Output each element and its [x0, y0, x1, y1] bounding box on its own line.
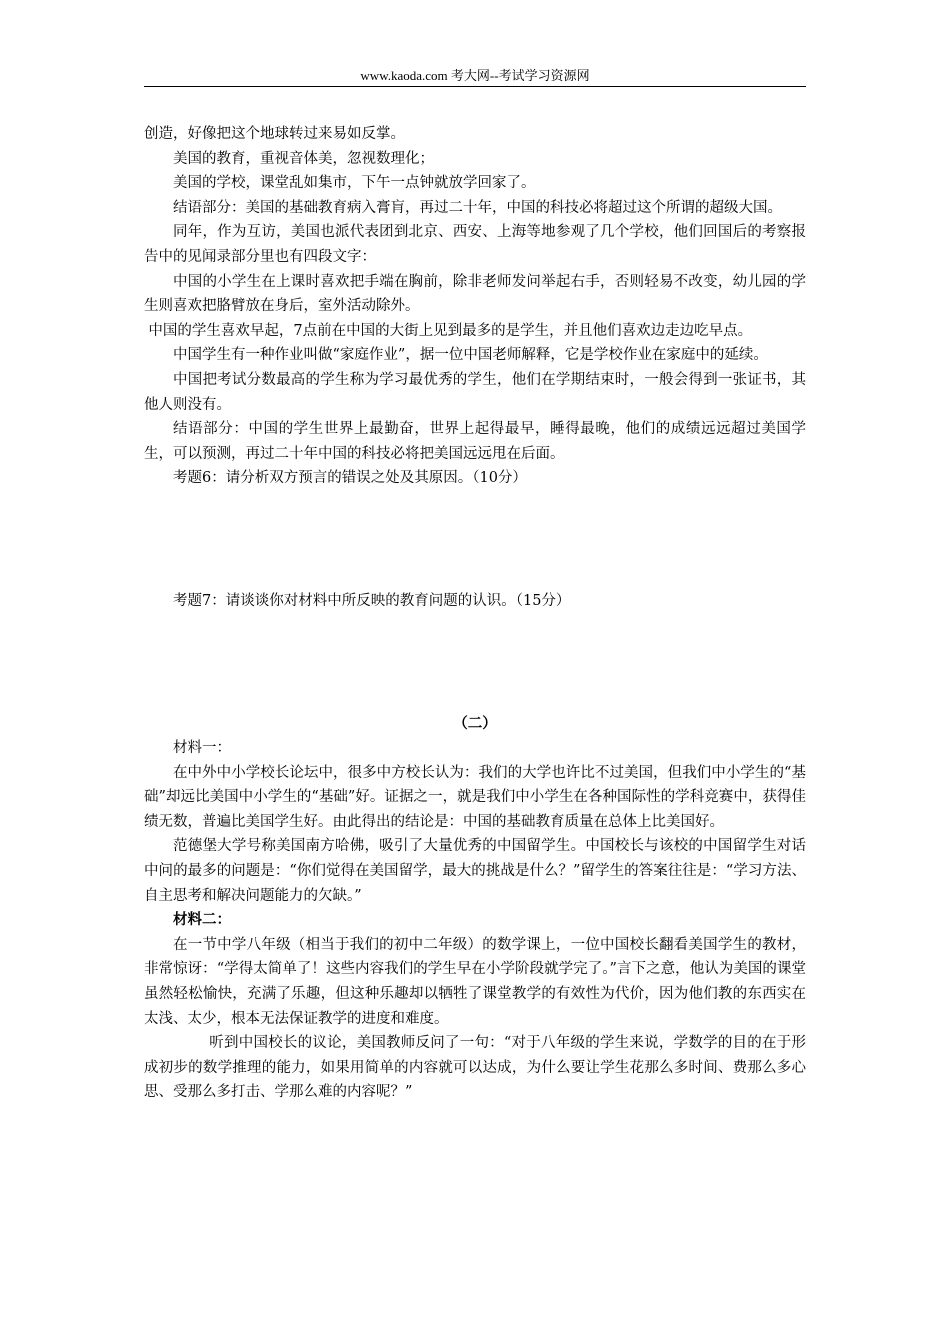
- section-title: （二）: [453, 714, 497, 732]
- paragraph: 范德堡大学号称美国南方哈佛，吸引了大量优秀的中国留学生。中国校长与该校的中国留学生对话中问的最多的问题是：“你们觉得在美国留学，最大的挑战是什么？”留学生的答案往往是：“学习方法、自主思考和解决问题能力的欠缺。”: [144, 838, 806, 904]
- page-header: www.kaoda.com 考大网--考试学习资源网: [360, 68, 590, 83]
- paragraph: 结语部分：美国的基础教育病入膏肓，再过二十年，中国的科技必将超过这个所谓的超级大国。: [173, 199, 782, 216]
- answer-space-6: [144, 491, 806, 589]
- paragraph: 在中外中小学校长论坛中，很多中方校长认为：我们的大学也许比不过美国，但我们中小学生的“基础”却远比美国中小学生的“基础”好。证据之一，就是我们中小学生在各种国际性的学科竞赛中，获得佳绩无数，普遍比美国学生好。由此得出的结论是：中国的基础教育质量在总体上比美国好。: [144, 764, 806, 830]
- question-6: 考题6：请分析双方预言的错误之处及其原因。（10分）: [173, 470, 527, 487]
- paragraph: 中国学生有一种作业叫做“家庭作业”，据一位中国老师解释，它是学校作业在家庭中的延续。: [173, 347, 768, 364]
- answer-space-7: [144, 614, 806, 712]
- paragraph: 美国的教育，重视音体美，忽视数理化；: [173, 150, 434, 167]
- paragraph: 在一节中学八年级（相当于我们的初中二年级）的数学课上，一位中国校长翻看美国学生的教材，非常惊讶：“学得太简单了！这些内容我们的学生早在小学阶段就学完了。”言下之意，他认为美国的课堂虽然轻松愉快，充满了乐趣，但这种乐趣却以牺牲了课堂教学的有效性为代价，因为他们教的东西实在太浅、太少，根本无法保证教学的进度和难度。: [144, 936, 806, 1027]
- question-7: 考题7：请谈谈你对材料中所反映的教育问题的认识。（15分）: [173, 592, 571, 609]
- paragraph: 创造，好像把这个地球转过来易如反掌。: [144, 126, 405, 142]
- paragraph: 结语部分：中国的学生世界上最勤奋，世界上起得最早，睡得最晚，他们的成绩远远超过美国学生，可以预测，再过二十年中国的科技必将把美国远远甩在后面。: [144, 421, 806, 462]
- paragraph: 美国的学校，课堂乱如集市，下午一点钟就放学回家了。: [173, 175, 536, 192]
- header-divider: [144, 86, 806, 87]
- paragraph: 中国的小学生在上课时喜欢把手端在胸前，除非老师发问举起右手，否则轻易不改变，幼儿园的学生则喜欢把胳臂放在身后，室外活动除外。: [144, 273, 806, 315]
- paragraph: 中国把考试分数最高的学生称为学习最优秀的学生，他们在学期结束时，一般会得到一张证书，其他人则没有。: [144, 371, 806, 413]
- material-2-label: 材料二：: [173, 911, 231, 929]
- document-body: [144, 122, 806, 1105]
- material-1-label: 材料一：: [173, 740, 231, 757]
- paragraph: 中国的学生喜欢早起，7点前在中国的大街上见到最多的是学生，并且他们喜欢边走边吃早点。: [148, 322, 753, 339]
- paragraph: 同年，作为互访，美国也派代表团到北京、西安、上海等地参观了几个学校，他们回国后的考察报告中的见闻录部分里也有四段文字：: [144, 224, 806, 265]
- paragraph: 听到中国校长的议论，美国教师反问了一句：“对于八年级的学生来说，学数学的目的在于形成初步的数学推理的能力，如果用简单的内容就可以达成，为什么要让学生花那么多时间、费那么多心思、受那么多打击、学那么难的内容呢？”: [144, 1035, 806, 1101]
